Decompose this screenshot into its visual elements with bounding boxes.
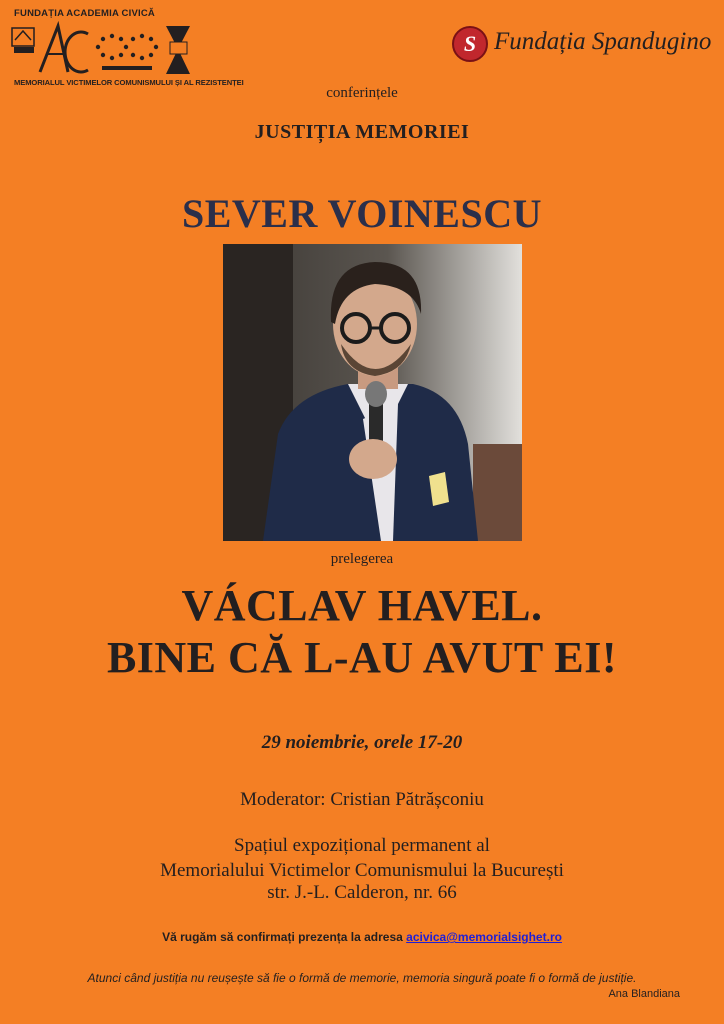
ac-monogram-icon: [40, 26, 88, 72]
venue-line-1: Spațiul expozițional permanent al: [234, 835, 490, 856]
logo-emblems: [10, 20, 200, 78]
org-name: FUNDAȚIA ACADEMIA CIVICĂ: [14, 8, 155, 19]
rsvp-email-link[interactable]: acivica@memorialsighet.ro: [406, 930, 562, 944]
spandugino-logo: [452, 26, 714, 62]
spandugino-badge-icon: S: [452, 26, 488, 62]
venue-line-2: Memorialului Victimelor Comunismului la București: [160, 860, 564, 881]
venue: [0, 833, 724, 883]
series-title: JUSTIȚIA MEMORIEI: [254, 121, 470, 143]
event-date: 29 noiembrie, orele 17-20: [261, 732, 463, 753]
quote-author: Ana Blandiana: [608, 988, 680, 1000]
footer-quote: Atunci când justiția nu reușește să fie o formă de memorie, memoria singură poate fi o formă de justiție.: [87, 971, 637, 985]
address: str. J.-L. Calderon, nr. 66: [267, 882, 457, 903]
spandugino-name: Fundația Spandugino: [494, 28, 712, 55]
lecture-title: [0, 580, 724, 684]
memorial-hourglass-icon: [166, 26, 190, 74]
rsvp-text: Vă rugăm să confirmați prezența la adresa: [162, 930, 403, 944]
memorial-name: MEMORIALUL VICTIMELOR COMUNISMULUI ȘI AL REZISTENȚEI: [14, 78, 244, 87]
rsvp-line: [0, 930, 724, 944]
lecture-title-line-1: VÁCLAV HAVEL.: [181, 581, 543, 630]
lecture-label: prelegerea: [330, 551, 394, 567]
moderator: Moderator: Cristian Pătrășconiu: [240, 789, 484, 810]
speaker-name: SEVER VOINESCU: [181, 191, 542, 236]
eu-stars-icon: [96, 34, 158, 70]
series-label: conferințele: [326, 85, 398, 101]
academia-civica-logo: [10, 8, 244, 88]
academia-civica-emblem-icon: [12, 28, 34, 53]
lecture-title-line-2: BINE CĂ L-AU AVUT EI!: [106, 633, 618, 682]
speaker-photo: [223, 244, 522, 541]
